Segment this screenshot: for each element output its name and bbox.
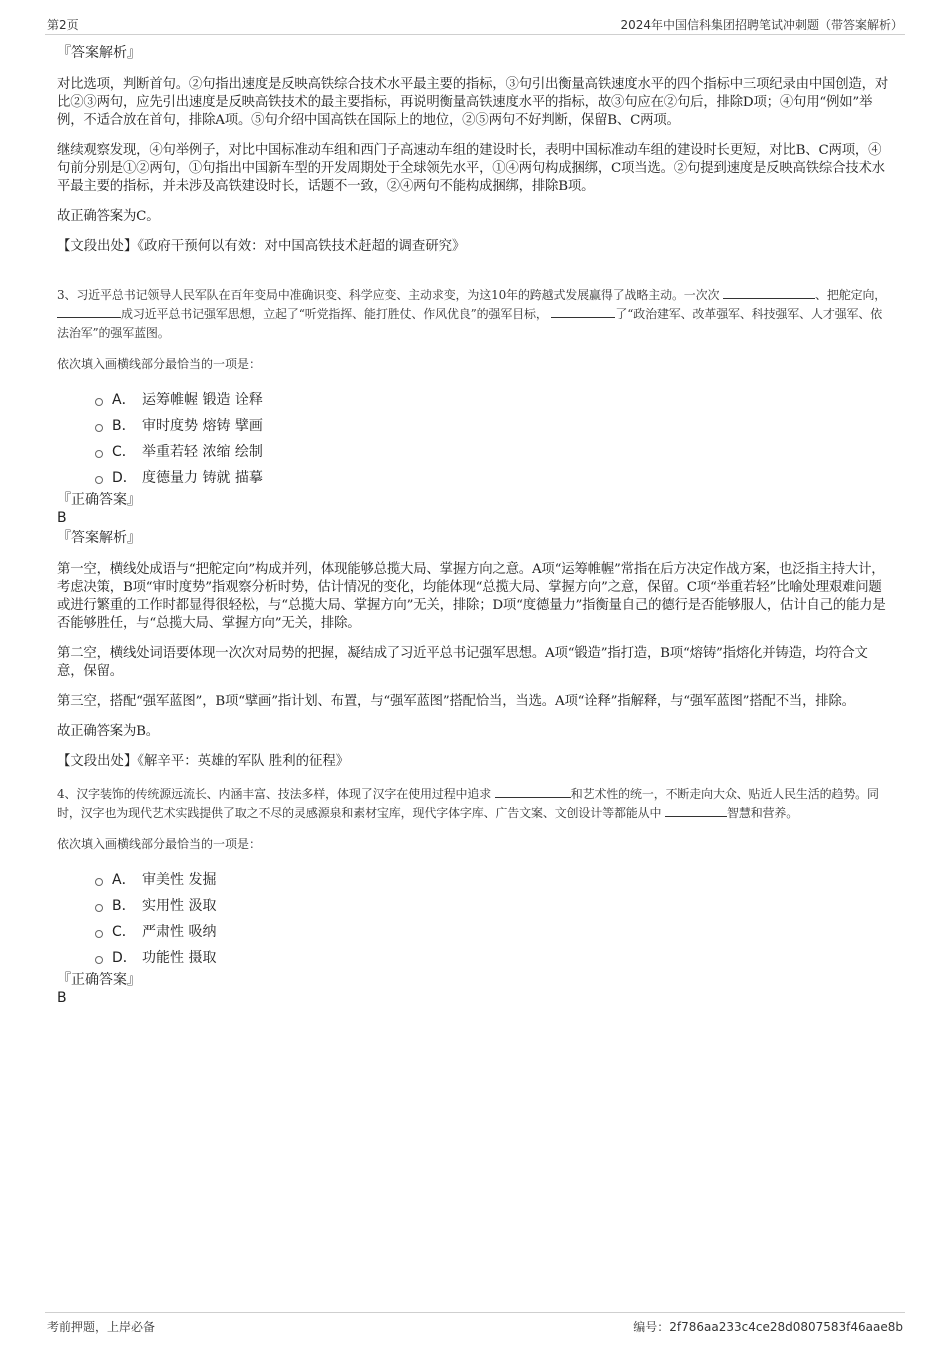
page-content (57, 44, 891, 1007)
option-letter: C． (112, 444, 136, 460)
radio-icon[interactable] (95, 878, 103, 886)
option-c[interactable] (95, 439, 891, 465)
option-d[interactable] (95, 465, 891, 491)
analysis-paragraph: 继续观察发现，④句举例子，对比中国标准动车组和西门子高速动车组的建设时长，表明中国标准动车组的建设时长更短，对比B、C两项，④句前分别是①②两句，①句指出中国新车型的开发周期处于全球领先水平，①④两句构成捆绑，C项当选。②句提到速度是反映高铁综合技术水平最主要的指标，并未涉及高铁建设时长，话题不一致，②④两句不能构成捆绑，排除B项。 (57, 143, 885, 194)
correct-answer: B (57, 510, 67, 526)
analysis-paragraph: 第一空，横线处成语与“把舵定向”构成并列，体现能够总揽大局、掌握方向之意。A项“运筹帷幄”常指在后方决定作战方案，也泛指主持大计，考虑决策，B项“审时度势”指观察分析时势，估计情况的变化，均能体现“总揽大局、掌握方向”之意，保留。C项“举重若轻”比喻处理艰难问题或进行繁重的工作时都显得很轻松，与“总揽大局、掌握方向”无关，排除；D项“度德量力”指衡量自己的德行是否能够服人，估计自己的能力是否能够胜任，与“总揽大局、掌握方向”无关，排除。 (57, 562, 886, 631)
footer-slogan: 考前押题，上岸必备 (47, 1320, 156, 1334)
answer-blank (551, 305, 615, 318)
radio-icon[interactable] (95, 476, 103, 484)
option-text: 运筹帷幄 锻造 诠释 (142, 392, 263, 408)
analysis-conclusion: 故正确答案为C。 (57, 209, 160, 224)
radio-icon[interactable] (95, 956, 103, 964)
passage-source: 【文段出处】《解辛平：英雄的军队 胜利的征程》 (57, 754, 350, 769)
stem-text: 3、习近平总书记领导人民军队在百年变局中准确识变、科学应变、主动求变，为这10年的跨越式发展赢得了战略主动。一次次 (57, 288, 720, 302)
option-text: 审美性 发掘 (142, 872, 217, 888)
question-4 (57, 785, 891, 1007)
stem-text: 、把舵定向， (815, 288, 887, 302)
answer-blank (723, 286, 815, 299)
option-d[interactable] (95, 945, 891, 971)
answer-blank (495, 785, 571, 798)
radio-icon[interactable] (95, 904, 103, 912)
radio-icon[interactable] (95, 398, 103, 406)
option-b[interactable] (95, 413, 891, 439)
stem-text: 4、汉字装饰的传统源远流长、内涵丰富、技法多样，体现了汉字在使用过程中追求 (57, 787, 492, 801)
option-text: 举重若轻 浓缩 绘制 (142, 444, 263, 460)
option-text: 严肃性 吸纳 (142, 924, 217, 940)
correct-answer-label: 『正确答案』 (57, 972, 141, 988)
analysis-paragraph: 第三空，搭配“强军蓝图”，B项“擘画”指计划、布置，与“强军蓝图”搭配恰当，当选。A项“诠释”指解释，与“强军蓝图”搭配不当，排除。 (57, 694, 855, 709)
option-a[interactable] (95, 387, 891, 413)
question-2-analysis (57, 44, 891, 256)
option-text: 功能性 摄取 (142, 950, 217, 966)
stem-text: 了“政治建军、改革强军、科技强军、人才强军、依法治军”的强军蓝图。 (57, 307, 883, 340)
option-letter: C． (112, 924, 136, 940)
page-header (45, 12, 905, 35)
page-number: 第2页 (47, 18, 79, 32)
question-instruction: 依次填入画横线部分最恰当的一项是： (57, 837, 262, 851)
option-text: 实用性 汲取 (142, 898, 217, 914)
question-stem (57, 286, 891, 343)
option-b[interactable] (95, 893, 891, 919)
page-footer (45, 1312, 905, 1337)
option-list (57, 867, 891, 971)
analysis-label: 『答案解析』 (57, 45, 141, 61)
analysis-paragraph: 第二空，横线处词语要体现一次次对局势的把握，凝结成了习近平总书记强军思想。A项“锻造”指打造，B项“熔铸”指熔化并铸造，均符合文意，保留。 (57, 646, 868, 679)
answer-blank (57, 305, 121, 318)
stem-text: 成习近平总书记强军思想，立起了“听党指挥、能打胜仗、作风优良”的强军目标， (121, 307, 548, 321)
question-instruction: 依次填入画横线部分最恰当的一项是： (57, 357, 262, 371)
option-letter: A． (112, 392, 136, 408)
option-list (57, 387, 891, 491)
analysis-label: 『答案解析』 (57, 530, 141, 546)
analysis-paragraph: 对比选项，判断首句。②句指出速度是反映高铁综合技术水平最主要的指标，③句引出衡量高铁速度水平的四个指标中三项纪录由中国创造，对比②③两句，应先引出速度是反映高铁技术的最主要指标，再说明衡量高铁速度水平的指标，故③句应在②句后，排除D项；④句用“例如”举例，不适合放在首句，排除A项。⑤句介绍中国高铁在国际上的地位，②⑤两句不好判断，保留B、C两项。 (57, 77, 889, 128)
question-stem (57, 785, 891, 823)
option-letter: D． (112, 470, 137, 486)
option-letter: B． (112, 898, 136, 914)
radio-icon[interactable] (95, 930, 103, 938)
option-text: 审时度势 熔铸 擘画 (142, 418, 263, 434)
document-title: 2024年中国信科集团招聘笔试冲刺题（带答案解析） (620, 18, 903, 32)
option-c[interactable] (95, 919, 891, 945)
correct-answer-label: 『正确答案』 (57, 492, 141, 508)
analysis-conclusion: 故正确答案为B。 (57, 724, 159, 739)
answer-blank (665, 804, 727, 817)
option-text: 度德量力 铸就 描摹 (142, 470, 263, 486)
stem-text: 智慧和营养。 (727, 806, 799, 820)
stem-text: 和艺术性的统一，不断走向大众、贴近人民生活的趋势。同时，汉字也为现代艺术实践提供了取之不尽的灵感源泉和素材宝库，现代字体字库、广告文案、文创设计等都能从中 (57, 787, 879, 820)
radio-icon[interactable] (95, 424, 103, 432)
radio-icon[interactable] (95, 450, 103, 458)
option-letter: D． (112, 950, 137, 966)
option-letter: A． (112, 872, 136, 888)
correct-answer: B (57, 990, 67, 1006)
option-letter: B． (112, 418, 136, 434)
question-3 (57, 286, 891, 771)
option-a[interactable] (95, 867, 891, 893)
passage-source: 【文段出处】《政府干预何以有效：对中国高铁技术赶超的调查研究》 (57, 239, 466, 254)
document-id: 编号：2f786aa233c4ce28d0807583f46aae8b (633, 1320, 903, 1334)
